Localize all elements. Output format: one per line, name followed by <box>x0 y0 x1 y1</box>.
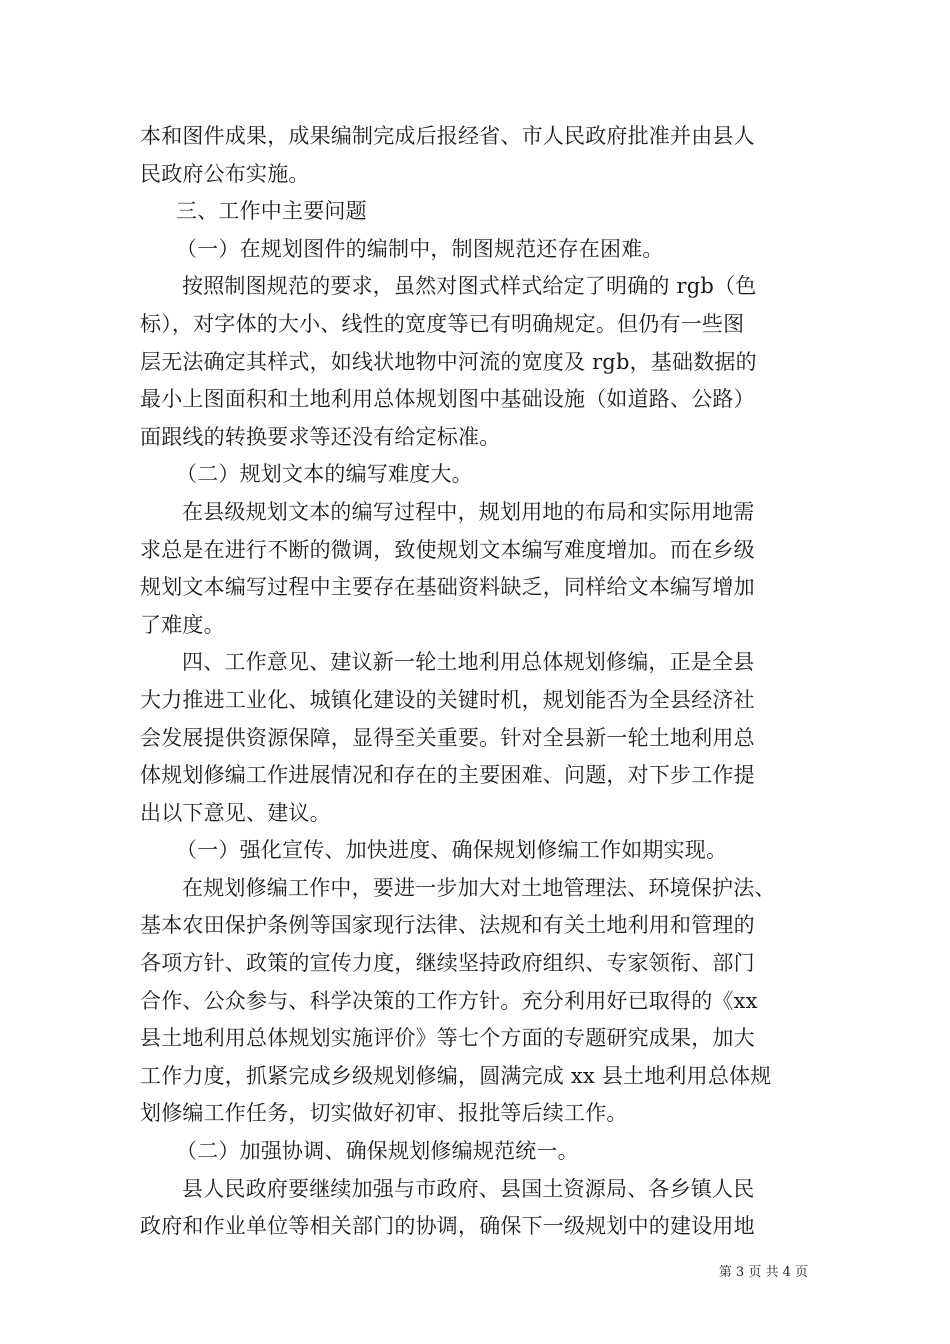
text-line: 大力推进工业化、城镇化建设的关键时机，规划能否为全县经济社 <box>140 687 755 712</box>
text-line: 面跟线的转换要求等还没有给定标准。 <box>140 424 501 449</box>
subsection-heading: （二）规划文本的编写难度大。 <box>176 462 473 487</box>
text-line: 了难度。 <box>140 612 225 637</box>
text-line: 会发展提供资源保障，显得至关重要。针对全县新一轮土地利用总 <box>140 725 755 750</box>
text-line: 基本农田保护条例等国家现行法律、法规和有关土地利用和管理的 <box>140 913 755 938</box>
text-line: 工作力度，抓紧完成乡级规划修编，圆满完成 xx 县土地利用总体规 <box>140 1063 772 1088</box>
text-line: 体规划修编工作进展情况和存在的主要困难、问题，对下步工作提 <box>140 763 755 788</box>
text-line: 各项方针、政策的宣传力度，继续坚持政府组织、专家领衔、部门 <box>140 951 755 976</box>
text-line: 划修编工作任务，切实做好初审、报批等后续工作。 <box>140 1101 628 1126</box>
text-line: 按照制图规范的要求，虽然对图式样式给定了明确的 rgb（色 <box>182 274 757 299</box>
subsection-heading: （一）在规划图件的编制中，制图规范还存在困难。 <box>176 236 664 261</box>
page-number: 第 3 页 共 4 页 <box>718 1265 808 1280</box>
text-line: 标），对字体的大小、线性的宽度等已有明确规定。但仍有一些图 <box>140 311 745 336</box>
subsection-heading: （二）加强协调、确保规划修编规范统一。 <box>176 1139 579 1164</box>
body-text <box>140 118 825 1246</box>
text-line: 规划文本编写过程中主要存在基础资料缺乏，同样给文本编写增加 <box>140 575 755 600</box>
text-line: 政府和作业单位等相关部门的协调，确保下一级规划中的建设用地 <box>140 1214 755 1239</box>
text-line: 民政府公布实施。 <box>140 161 310 186</box>
text-line: 求总是在进行不断的微调，致使规划文本编写难度增加。而在乡级 <box>140 537 755 562</box>
text-line: 本和图件成果，成果编制完成后报经省、市人民政府批准并由县人 <box>140 124 755 148</box>
text-line: 层无法确定其样式，如线状地物中河流的宽度及 rgb，基础数据的 <box>140 349 757 374</box>
text-line: 在规划修编工作中，要进一步加大对土地管理法、环境保护法、 <box>182 875 776 900</box>
text-line: 出以下意见、建议。 <box>140 800 331 825</box>
section-heading: 四、工作意见、建议新一轮土地利用总体规划修编，正是全县 <box>182 650 755 675</box>
subsection-heading: （一）强化宣传、加快进度、确保规划修编工作如期实现。 <box>176 838 728 863</box>
section-heading: 三、工作中主要问题 <box>176 199 367 224</box>
text-line: 最小上图面积和土地利用总体规划图中基础设施（如道路、公路） <box>140 387 755 412</box>
text-line: 合作、公众参与、科学决策的工作方针。充分利用好已取得的《xx <box>140 988 758 1013</box>
text-line: 在县级规划文本的编写过程中，规划用地的布局和实际用地需 <box>182 499 755 524</box>
text-line: 县人民政府要继续加强与市政府、县国土资源局、各乡镇人民 <box>182 1176 755 1201</box>
text-line: 县土地利用总体规划实施评价》等七个方面的专题研究成果，加大 <box>140 1026 755 1051</box>
